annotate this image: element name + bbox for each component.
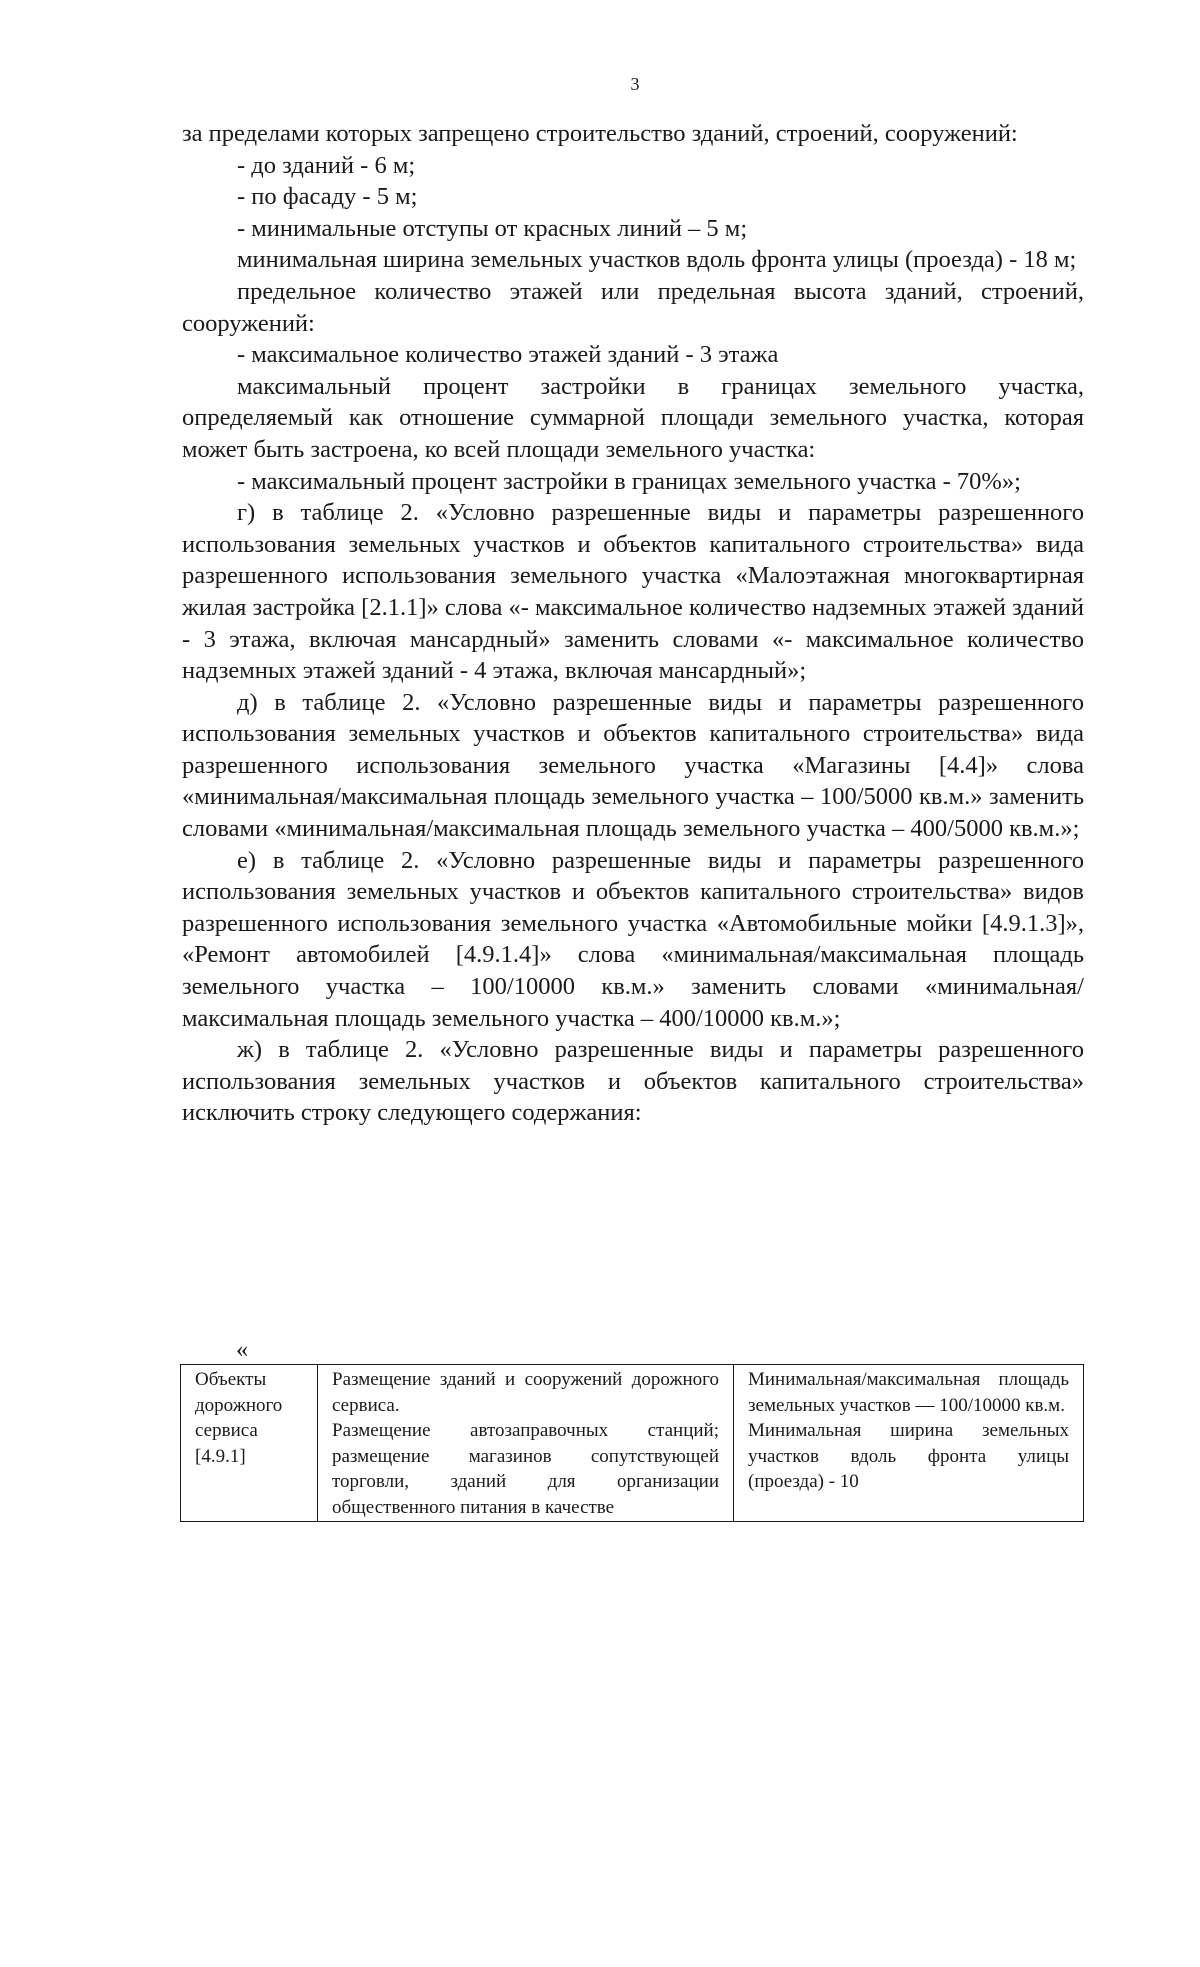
paragraph-amendment-zh: ж) в таблице 2. «Условно разрешенные виды и параметры разрешенного использования земельных участков и объектов капитального строительства» исключить строку следующего содержания: [182,1036,1084,1127]
opening-quote: « [236,1336,249,1363]
paragraph: минимальная ширина земельных участков вдоль фронта улицы (проезда) - 18 м; [237,246,1077,274]
paragraph: - максимальное количество этажей зданий - 3 этажа [237,341,779,369]
cell-text: Размещение автозаправочных станций; размещение магазинов сопутствующей торговли, зданий для организации общественного питания в качестве [332,1420,719,1518]
paragraph-amendment-d: д) в таблице 2. «Условно разрешенные виды и параметры разрешенного использования земельных участков и объектов капитального строительства» вида разрешенного использования земельного участка «Магазины [4.4]» слова «минимальная/максимальная площадь земельного участка – 100/5000 кв.м.» заменить словами «минимальная/максимальная площадь земельного участка – 400/5000 кв.м.»; [182,688,1084,843]
document-body [182,118,1084,1129]
table-cell-description [318,1365,734,1522]
paragraph: максимальный процент застройки в границах земельного участка, определяемый как отношение суммарной площади земельного участка, которая может быть застроена, ко всей площади земельного участка: [182,372,1084,463]
table-row [181,1365,1084,1522]
paragraph-amendment-e: е) в таблице 2. «Условно разрешенные виды и параметры разрешенного использования земельных участков и объектов капитального строительства» видов разрешенного использования земельного участка «Автомобильные мойки [4.9.1.3]», «Ремонт автомобилей [4.9.1.4]» слова «минимальная/максимальная площадь земельного участка – 100/10000 кв.м.» заменить словами «минимальная/максимальная площадь земельного участка – 400/10000 кв.м.»; [182,846,1084,1032]
paragraph: - до зданий - 6 м; [237,151,416,179]
paragraph: за пределами которых запрещено строительство зданий, строений, сооружений: [182,120,1018,147]
paragraph-amendment-g: г) в таблице 2. «Условно разрешенные виды и параметры разрешенного использования земельных участков и объектов капитального строительства» вида разрешенного использования земельного участка «Малоэтажная многоквартирная жилая застройка [2.1.1]» слова «- максимальное количество надземных этажей зданий - 3 этажа, включая мансардный» заменить словами «- максимальное количество надземных этажей зданий - 4 этажа, включая мансардный»; [182,499,1084,685]
cell-text: Размещение зданий и сооружений дорожного сервиса. [332,1369,719,1416]
cell-text: Минимальная/максимальная площадь земельных участков — 100/10000 кв.м. [748,1369,1069,1416]
paragraph: - по фасаду - 5 м; [237,183,418,211]
table-cell-object: Объекты дорожного сервиса [4.9.1] [181,1365,318,1522]
paragraph: - максимальный процент застройки в границах земельного участка - 70%»; [237,467,1021,495]
paragraph: предельное количество этажей или предельная высота зданий, строений, сооружений: [182,277,1084,337]
paragraph: - минимальные отступы от красных линий – 5 м; [237,214,748,242]
cell-text: Минимальная ширина земельных участков вдоль фронта улицы (проезда) - 10 [748,1420,1069,1493]
page-number: 3 [630,74,640,94]
table-cell-parameters [734,1365,1084,1522]
quoted-table [180,1364,1084,1522]
